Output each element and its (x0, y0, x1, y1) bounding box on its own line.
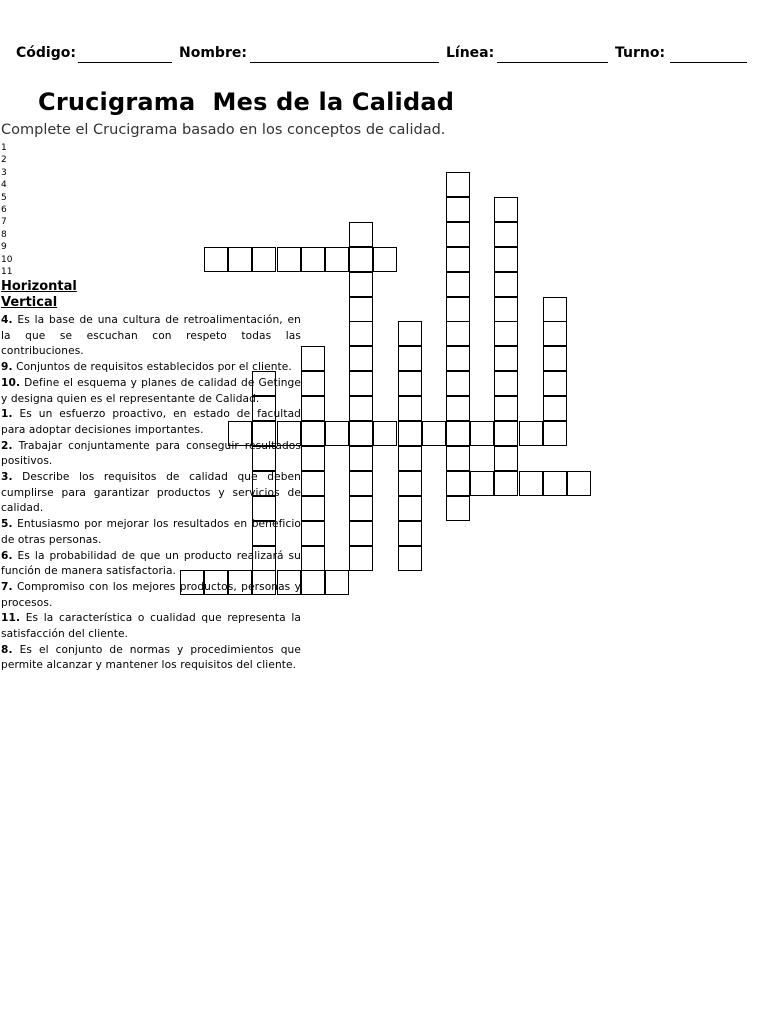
crossword-cell[interactable] (301, 471, 325, 496)
crossword-cell[interactable] (543, 297, 567, 322)
clue-item (1, 360, 301, 376)
clue-number: 10. (1, 376, 21, 389)
clue-text: Trabajar conjuntamente para conseguir resultados positivos. (1, 439, 301, 468)
number-item: 8 (1, 229, 7, 240)
clue-item (1, 611, 301, 642)
crossword-cell[interactable] (446, 496, 470, 521)
crossword-cell[interactable] (494, 297, 518, 322)
instructions-text: Complete el Crucigrama basado en los conceptos de calidad. (1, 122, 446, 138)
number-list (1, 142, 12, 278)
crossword-cell[interactable] (349, 297, 373, 322)
crossword-cell[interactable] (277, 247, 301, 272)
crossword-cell[interactable] (301, 346, 325, 371)
clue-text: Es la base de una cultura de retroalimentación, en la que se escuchan con respeto todas las contribuciones. (1, 314, 301, 358)
crossword-cell[interactable] (301, 421, 325, 446)
crossword-cell[interactable] (398, 421, 422, 446)
clue-item (1, 376, 301, 407)
clue-item (1, 470, 301, 517)
crossword-cell[interactable] (422, 421, 446, 446)
crossword-cell[interactable] (494, 321, 518, 346)
crossword-cell[interactable] (301, 521, 325, 546)
crossword-cell[interactable] (398, 396, 422, 421)
page-title: Crucigrama Mes de la Calidad (38, 88, 455, 116)
clue-text: Es el conjunto de normas y procedimientos que permite alcanzar y mantener los requisitos del cliente. (1, 643, 301, 672)
crossword-cell[interactable] (494, 396, 518, 421)
clue-number: 9. (1, 361, 13, 374)
clue-number: 8. (1, 643, 13, 656)
crossword-cell[interactable] (325, 570, 349, 595)
clue-number: 5. (1, 518, 13, 531)
crossword-cell[interactable] (373, 247, 397, 272)
codigo-field[interactable] (78, 62, 172, 63)
crossword-cell[interactable] (349, 446, 373, 471)
crossword-cell[interactable] (470, 471, 494, 496)
crossword-cell[interactable] (349, 222, 373, 247)
clue-text: Entusiasmo por mejorar los resultados en beneficio de otras personas. (1, 518, 301, 546)
crossword-cell[interactable] (301, 396, 325, 421)
crossword-cell[interactable] (301, 496, 325, 521)
crossword-cell[interactable] (446, 197, 470, 222)
number-item: 3 (1, 167, 7, 178)
crossword-cell[interactable] (349, 371, 373, 396)
crossword-cell[interactable] (446, 172, 470, 197)
crossword-cell[interactable] (446, 396, 470, 421)
crossword-cell[interactable] (349, 546, 373, 571)
crossword-cell[interactable] (204, 247, 228, 272)
number-item: 9 (1, 242, 7, 253)
clue-text: Define el esquema y planes de calidad de Getinge y designa quien es el representante de Calidad. (1, 376, 301, 405)
clue-text: Es la característica o cualidad que representa la satisfacción del cliente. (1, 612, 301, 641)
crossword-cell[interactable] (446, 272, 470, 297)
clue-list (1, 313, 301, 674)
crossword-cell[interactable] (228, 247, 252, 272)
clue-item (1, 313, 301, 360)
crossword-cell[interactable] (494, 222, 518, 247)
crossword-cell[interactable] (398, 496, 422, 521)
crossword-cell[interactable] (543, 471, 567, 496)
crossword-cell[interactable] (349, 421, 373, 446)
crossword-cell[interactable] (470, 421, 494, 446)
number-item: 6 (1, 205, 7, 216)
crossword-cell[interactable] (446, 421, 470, 446)
crossword-cell[interactable] (567, 471, 591, 496)
crossword-cell[interactable] (398, 521, 422, 546)
crossword-cell[interactable] (446, 247, 470, 272)
crossword-cell[interactable] (398, 446, 422, 471)
crossword-cell[interactable] (398, 346, 422, 371)
crossword-cell[interactable] (349, 521, 373, 546)
nombre-label: Nombre: (179, 45, 247, 61)
crossword-cell[interactable] (301, 546, 325, 571)
crossword-cell[interactable] (494, 471, 518, 496)
crossword-cell[interactable] (325, 421, 349, 446)
clue-item (1, 439, 301, 470)
crossword-cell[interactable] (543, 421, 567, 446)
crossword-cell[interactable] (494, 346, 518, 371)
crossword-cell[interactable] (446, 371, 470, 396)
clue-text: Conjuntos de requisitos establecidos por el cliente. (12, 361, 292, 374)
crossword-cell[interactable] (494, 197, 518, 222)
crossword-cell[interactable] (446, 321, 470, 346)
crossword-cell[interactable] (349, 346, 373, 371)
crossword-cell[interactable] (301, 247, 325, 272)
crossword-cell[interactable] (543, 321, 567, 346)
crossword-cell[interactable] (446, 446, 470, 471)
clue-item (1, 549, 301, 580)
crossword-cell[interactable] (349, 396, 373, 421)
crossword-cell[interactable] (349, 496, 373, 521)
clue-text: Describe los requisitos de calidad que deben cumplirse para garantizar productos y servicios de calidad. (1, 471, 301, 515)
section-vertical: Vertical (1, 295, 58, 310)
clue-item (1, 580, 301, 611)
section-horizontal: Horizontal (1, 279, 77, 294)
clue-item (1, 407, 301, 438)
linea-label: Línea: (446, 45, 495, 61)
crossword-cell[interactable] (543, 346, 567, 371)
crossword-cell[interactable] (446, 297, 470, 322)
turno-field[interactable] (670, 62, 747, 63)
number-item: 5 (1, 192, 7, 203)
clue-number: 7. (1, 580, 13, 593)
clue-item (1, 643, 301, 674)
clue-item (1, 517, 301, 548)
crossword-cell[interactable] (446, 222, 470, 247)
crossword-cell[interactable] (398, 546, 422, 571)
crossword-cell[interactable] (301, 446, 325, 471)
clue-text: Compromiso con los mejores productos, personas y procesos. (1, 580, 301, 609)
number-item: 1 (1, 143, 7, 153)
number-item: 10 (1, 254, 13, 265)
crossword-cell[interactable] (373, 421, 397, 446)
crossword-cell[interactable] (301, 570, 325, 595)
crossword-cell[interactable] (446, 471, 470, 496)
crossword-cell[interactable] (349, 247, 373, 272)
crossword-cell[interactable] (446, 346, 470, 371)
linea-field[interactable] (497, 62, 608, 63)
crossword-cell[interactable] (543, 396, 567, 421)
crossword-cell[interactable] (494, 446, 518, 471)
clue-number: 3. (1, 471, 13, 484)
clue-number: 4. (1, 314, 13, 326)
nombre-field[interactable] (250, 62, 439, 63)
number-item: 2 (1, 155, 7, 166)
clue-number: 11. (1, 612, 21, 625)
crossword-cell[interactable] (494, 421, 518, 446)
crossword-cell[interactable] (519, 421, 543, 446)
number-item: 11 (1, 267, 13, 278)
clue-number: 2. (1, 439, 13, 452)
clue-number: 6. (1, 549, 13, 562)
crossword-cell[interactable] (349, 272, 373, 297)
crossword-cell[interactable] (398, 321, 422, 346)
clue-text: Es un esfuerzo proactivo, en estado de facultad para adoptar decisiones importantes. (1, 408, 301, 436)
crossword-cell[interactable] (349, 471, 373, 496)
crossword-cell[interactable] (349, 321, 373, 346)
crossword-cell[interactable] (494, 247, 518, 272)
crossword-cell[interactable] (252, 247, 276, 272)
crossword-cell[interactable] (494, 272, 518, 297)
turno-label: Turno: (615, 45, 666, 61)
crossword-cell[interactable] (325, 247, 349, 272)
crossword-cell[interactable] (398, 471, 422, 496)
number-item: 4 (1, 180, 7, 191)
codigo-label: Código: (16, 45, 76, 61)
crossword-cell[interactable] (494, 371, 518, 396)
number-item: 7 (1, 217, 7, 228)
clue-number: 1. (1, 408, 13, 421)
crossword-cell[interactable] (398, 371, 422, 396)
crossword-cell[interactable] (543, 371, 567, 396)
clue-text: Es la probabilidad de que un producto realizará su función de manera satisfactoria. (1, 549, 301, 578)
crossword-cell[interactable] (301, 371, 325, 396)
crossword-cell[interactable] (519, 471, 543, 496)
